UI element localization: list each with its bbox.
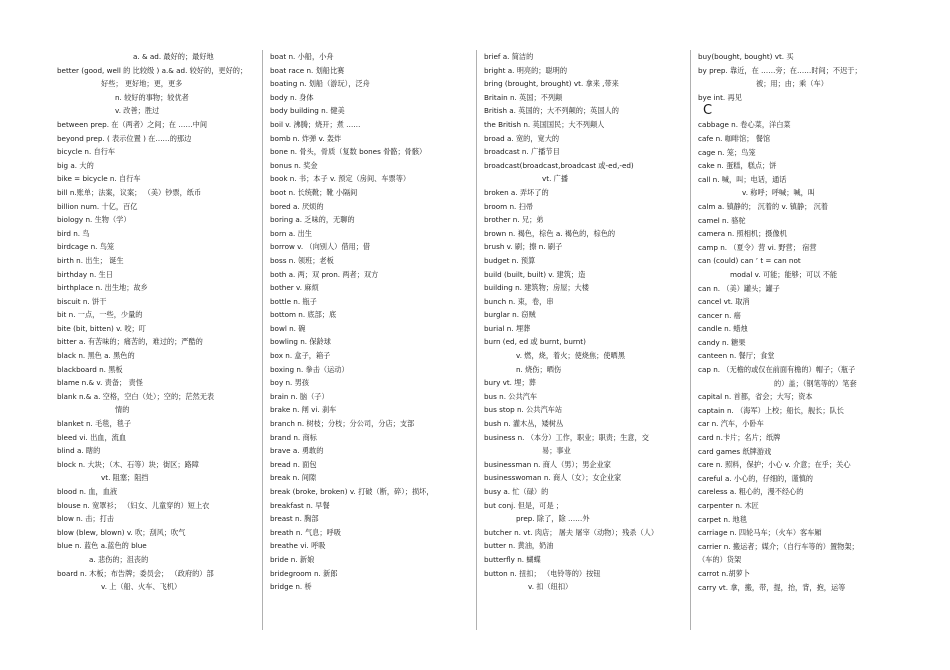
dictionary-entry: bill n.账单；法案，议案； （美）钞票，纸币 [57,187,202,197]
column-divider [262,50,263,630]
entry-continuation-line: a. & ad. 最好的；最好地 [133,52,214,61]
dictionary-entry: bring (brought, brought) vt. 拿来 ,带来 [484,79,619,89]
dictionary-entry: brush v. 刷；擦 n. 刷子 [484,242,563,252]
dictionary-entry: cap n. （无檐的或仅在前面有檐的）帽子；（瓶子 [698,365,856,375]
dictionary-entry: cabbage n. 卷心菜，洋白菜 [698,120,791,130]
entry-continuation-line: v. 称呼；呼喊；喊，叫 [742,188,815,198]
dictionary-entry: careless a. 粗心的，漫不经心的 [698,487,804,497]
dictionary-entry: button n. 扭扣； （电铃等的）按钮 [484,568,601,578]
column-divider [690,50,691,630]
dictionary-entry: businesswoman n. 商人（女）；女企业家 [484,473,622,483]
dictionary-entry: bus stop n. 公共汽车站 [484,405,563,415]
dictionary-entry: board n. 木板；布告牌；委员会； （政府的）部 [57,568,214,578]
dictionary-entry: budget n. 预算 [484,255,536,265]
entry-continuation-line: prep. 除了，除 ……外 [516,514,590,524]
dictionary-entry: careful a. 小心的，仔细的，谨慎的 [698,473,813,483]
dictionary-entry: branch n. 树枝；分枝；分公司，分店；支部 [270,419,415,429]
dictionary-entry: （车的）货架 [698,555,742,565]
dictionary-entry: carpet n. 地毯 [698,514,747,524]
dictionary-entry: brother n. 兄；弟 [484,215,544,225]
entry-continuation-line: n. 较好的事物；较优者 [115,92,189,102]
dictionary-entry: bye int. 再见 [698,92,742,102]
dictionary-entry: breath n. 气息；呼吸 [270,527,341,537]
dictionary-entry: broadcast n. 广播节目 [484,147,560,157]
column-divider [476,50,477,630]
dictionary-entry: brain n. 脑（子） [270,391,329,401]
entry-continuation-line: modal v. 可能；能够；可以 不能 [730,269,838,279]
dictionary-entry: bread n. 面包 [270,459,317,469]
dictionary-entry: carpenter n. 木匠 [698,501,759,510]
dictionary-entry: breathe vi. 呼吸 [270,541,326,551]
dictionary-entry: blow n. 击；打击 [57,514,114,524]
dictionary-entry: boil v. 沸腾；烧开；煮 …… [270,119,361,129]
dictionary-entry: card n.卡片；名片；纸牌 [698,433,781,443]
dictionary-entry: bowling n. 保龄球 [270,337,331,347]
dictionary-entry: both a. 两；双 pron. 两者；双方 [270,269,379,279]
dictionary-entry: biology n. 生物（学） [57,215,131,225]
entry-continuation-line: 被；用；由；乘（车） [756,79,828,89]
dictionary-entry: building n. 建筑物；房屋；大楼 [484,283,589,293]
dictionary-entry: camp n. （夏令）营 vi. 野营； 宿营 [698,242,817,252]
dictionary-entry: broad a. 宽的，宽大的 [484,133,560,143]
dictionary-entry: birthplace n. 出生地；故乡 [57,283,148,293]
dictionary-entry: brown n. 褐色，棕色 a. 褐色的，棕色的 [484,228,616,238]
dictionary-entry: cake n. 蛋糕，糕点；饼 [698,161,777,171]
word-column-4 [698,50,898,630]
dictionary-entry: broadcast(broadcast,broadcast 或-ed,-ed) [484,160,634,170]
entry-continuation-line: n. 烧伤；晒伤 [516,364,562,374]
dictionary-entry: camel n. 骆驼 [698,215,746,225]
dictionary-entry: bother v. 麻烦 [270,283,319,293]
dictionary-entry: cage n. 笼；鸟笼 [698,147,756,157]
entry-continuation-line: v. 上（船、火车、飞机） [101,582,182,592]
entry-continuation-line: 易；事业 [542,446,571,456]
dictionary-entry: bored a. 厌烦的 [270,201,324,211]
dictionary-entry: broom n. 扫帚 [484,201,533,211]
dictionary-entry: boat n. 小船，小舟 [270,52,334,61]
dictionary-entry: boat race n. 划船比赛 [270,65,345,75]
dictionary-entry: Britain n. 英国；不列颠 [484,92,563,102]
dictionary-entry: candle n. 蜡烛 [698,324,748,334]
dictionary-entry: by prep. 靠近，在 ……旁；在……时间；不迟于； [698,65,862,75]
dictionary-entry: card games 纸牌游戏 [698,446,772,456]
dictionary-entry: butter n. 黄油，奶油 [484,541,554,551]
dictionary-entry: blind a. 瞎的 [57,446,101,456]
entry-continuation-line: vt. 广播 [542,174,569,184]
dictionary-entry: bright a. 明亮的；聪明的 [484,65,568,75]
dictionary-entry: capital n. 首都，省会；大写；资本 [698,392,813,402]
dictionary-entry: biscuit n. 饼干 [57,296,107,306]
dictionary-entry: body building n. 健美 [270,106,345,116]
dictionary-entry: canteen n. 餐厅；食堂 [698,351,775,361]
dictionary-entry: bridegroom n. 新郎 [270,568,338,578]
dictionary-entry: broken a. 弄坏了的 [484,187,549,197]
dictionary-entry: can (could) can ’ t = can not [698,256,801,266]
dictionary-entry: bitter a. 有苦味的；痛苦的，难过的；严酷的 [57,337,203,347]
word-column-1 [57,50,254,630]
dictionary-entry: butcher n. vt. 肉店； 屠夫 屠宰（动物）；残杀（人） [484,527,659,537]
dictionary-entry: blackboard n. 黑板 [57,364,123,374]
dictionary-entry: blood n. 血，血液 [57,487,118,496]
section-letter-heading: C [703,104,713,119]
dictionary-entry: billion num. 十亿，百亿 [57,201,138,211]
dictionary-entry: bride n. 新娘 [270,554,315,564]
dictionary-entry: brief a. 简洁的 [484,52,534,61]
dictionary-entry: burn (ed, ed 或 burnt, burnt) [484,337,586,347]
dictionary-entry: camera n. 照相机；摄像机 [698,229,787,239]
dictionary-entry: boss n. 领班；老板 [270,255,334,265]
dictionary-entry: blouse n. 宽罩衫； （妇女、儿童穿的）短上衣 [57,500,210,510]
dictionary-entry: boating n. 划船（游玩），泛舟 [270,79,370,89]
dictionary-entry: body n. 身体 [270,92,314,102]
entry-continuation-line: 好些； 更好地；更，更多 [101,79,183,89]
dictionary-entry: black n. 黑色 a. 黑色的 [57,351,135,361]
dictionary-entry: carry vt. 拿，搬，带，提，抬，背，抱，运等 [698,582,846,592]
dictionary-entry: burial n. 埋葬 [484,323,531,333]
dictionary-entry: borrow v. （向别人）借用；借 [270,242,371,252]
entry-continuation-line: vt. 阻塞；阻挡 [101,473,149,483]
dictionary-entry: born a. 出生 [270,228,312,238]
dictionary-entry: care n. 照料，保护；小心 v. 介意；在乎；关心 [698,460,851,470]
entry-continuation-line: v. 燃，烧，着火；使烧焦；使晒黑 [516,351,625,361]
dictionary-entry: carrier n. 搬运者；媒介；（自行车等的）置物架； [698,541,859,551]
dictionary-entry: breakfast n. 早餐 [270,500,330,510]
dictionary-entry: breast n. 胸部 [270,514,319,524]
dictionary-entry: big a. 大的 [57,160,94,170]
dictionary-entry: bridge n. 桥 [270,582,312,592]
dictionary-entry: boy n. 男孩 [270,378,309,388]
entry-continuation-line: v. 改善；胜过 [115,106,160,116]
dictionary-entry: break n. 间隙 [270,473,317,483]
dictionary-entry: bus n. 公共汽车 [484,391,538,401]
dictionary-entry: brand n. 商标 [270,432,317,442]
word-column-2 [270,50,467,630]
dictionary-entry: birthday n. 生日 [57,269,113,279]
dictionary-entry: box n. 盒子，箱子 [270,351,331,361]
dictionary-entry: cafe n. 咖啡馆； 餐馆 [698,133,771,143]
dictionary-entry: bird n. 鸟 [57,228,90,238]
dictionary-entry: car n. 汽车，小卧车 [698,419,764,429]
dictionary-entry: busy a. 忙（碌）的 [484,487,549,496]
dictionary-entry: blue n. 蓝色 a.蓝色的 blue [57,541,147,551]
dictionary-entry: captain n. （海军）上校；船长，舰长；队长 [698,405,844,415]
dictionary-entry: call n. 喊，叫；电话，通话 [698,174,787,184]
dictionary-entry: carrot n.胡萝卜 [698,568,750,578]
dictionary-entry: bite (bit, bitten) v. 咬；叮 [57,323,146,333]
dictionary-entry: bone n. 骨头，骨质（复数 bones 骨骼；骨骸） [270,147,427,157]
dictionary-entry: businessman n. 商人（男）；男企业家 [484,459,611,469]
dictionary-entry: British a. 英国的；大不列颠的；英国人的 [484,106,619,116]
entry-continuation-line: 情的 [115,405,130,415]
dictionary-entry: block n. 大块；（木、石等）块；街区；路障 [57,459,199,469]
dictionary-entry: blanket n. 毛毯，毯子 [57,419,132,429]
dictionary-entry: boxing n. 拳击（运动） [270,364,349,374]
word-column-3 [484,50,682,630]
dictionary-entry: bicycle n. 自行车 [57,147,116,157]
dictionary-entry: cancer n. 癌 [698,310,741,320]
dictionary-entry: boot n. 长统靴；靴 小隔间 [270,187,358,197]
dictionary-entry: blame n.& v. 责备； 责怪 [57,378,143,388]
dictionary-entry: blank n.& a. 空格，空白（处）；空的；茫然无表 [57,391,215,401]
dictionary-entry: bonus n. 奖金 [270,160,318,170]
dictionary-entry: bush n. 灌木丛，矮树丛 [484,419,564,429]
dictionary-entry: build (built, built) v. 建筑；造 [484,269,586,279]
dictionary-entry: break (broke, broken) v. 打破（断，碎）；损坏， [270,487,434,496]
dictionary-entry: business n. （本分）工作，职业；职责；生意，交 [484,432,649,442]
entry-continuation-line: 的）盖；（钢笔等的）笔套 [774,378,857,388]
dictionary-entry: bomb n. 炸弹 v. 轰炸 [270,133,342,143]
dictionary-entry: blow (blew, blown) v. 吹；刮风；吹气 [57,527,186,537]
dictionary-entry: birdcage n. 鸟笼 [57,242,115,252]
dictionary-entry: can n. （美）罐头；罐子 [698,283,780,293]
dictionary-entry: carriage n. 四轮马车；（火车）客车厢 [698,528,822,538]
dictionary-entry: book n. 书；本子 v. 预定（房间、车票等） [270,174,411,184]
dictionary-entry: bike = bicycle n. 自行车 [57,174,141,184]
dictionary-entry: boring a. 乏味的，无聊的 [270,215,355,225]
dictionary-entry: brave a. 勇敢的 [270,446,324,456]
dictionary-entry: birth n. 出生； 诞生 [57,255,124,265]
dictionary-entry: the British n. 英国国民；大不列颠人 [484,119,605,129]
dictionary-entry: between prep. 在（两者）之间；在 ……中间 [57,119,208,129]
dictionary-entry: bunch n. 束，卷，串 [484,296,554,306]
dictionary-entry: buy(bought, bought) vt. 买 [698,52,794,61]
dictionary-entry: bottle n. 瓶子 [270,296,317,306]
dictionary-entry: bottom n. 底部；底 [270,310,337,320]
dictionary-entry: brake n. 闸 vi. 刹车 [270,405,337,415]
dictionary-entry: cancel vt. 取消 [698,297,750,307]
entry-continuation-line: v. 扣（纽扣） [528,582,573,592]
dictionary-entry: bit n. 一点，一些，少量的 [57,310,143,320]
dictionary-entry: bowl n. 碗 [270,323,306,333]
dictionary-entry: bury vt. 埋；葬 [484,378,536,388]
dictionary-entry: better (good, well 的 比较级 ) a.& ad. 较好的，更好的； [57,65,248,75]
dictionary-entry: burglar n. 窃贼 [484,310,536,320]
dictionary-entry: but conj. 但是，可是 ； [484,500,564,510]
dictionary-entry: bleed vi. 出血，流血 [57,432,127,442]
dictionary-entry: calm a. 镇静的； 沉着的 v. 镇静； 沉着 [698,201,828,211]
dictionary-entry: beyond prep. ( 表示位置 ) 在……的那边 [57,133,192,143]
dictionary-entry: candy n. 糖果 [698,337,746,347]
entry-continuation-line: a. 悲伤的；沮丧的 [89,554,149,564]
dictionary-entry: butterfly n. 蝴蝶 [484,554,541,564]
